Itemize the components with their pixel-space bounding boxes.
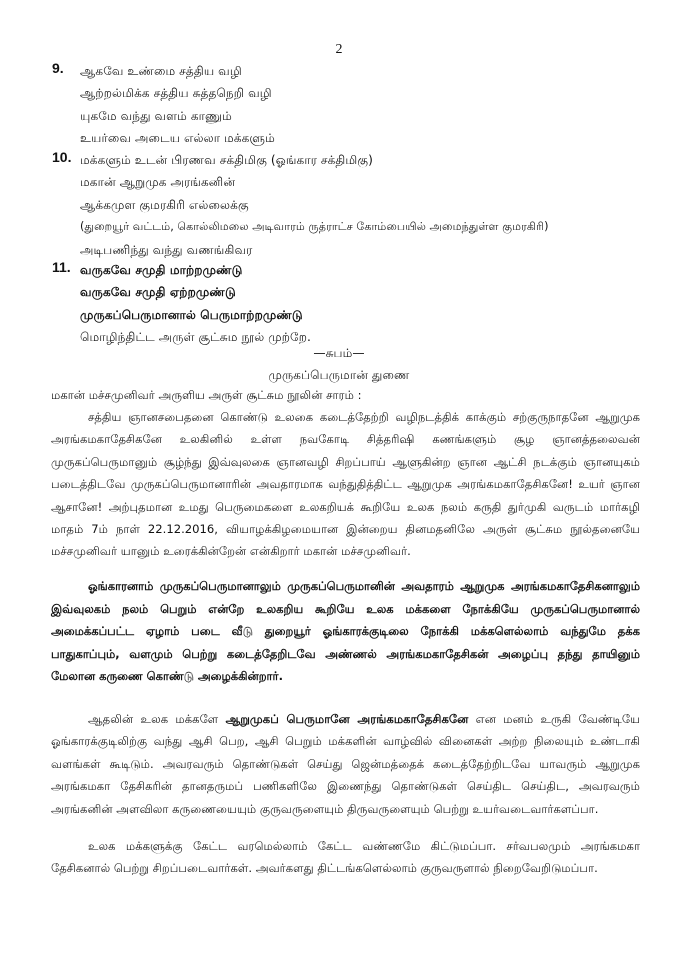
verse-number: 10. [52, 149, 72, 165]
verse-line: உயர்வை அடைய எல்லா மக்களும் [80, 131, 275, 146]
verse-line: (துறையூர் வட்டம், கொல்லிமலை அடிவாரம் ருத்ராட்ச கோம்பையில் அமைந்துள்ள குமரகிரி) [80, 220, 549, 234]
paragraph-1: சத்திய ஞானசபைதனை கொண்டு உலகை கடைத்தேற்றி வழிநடத்திக் காக்கும் சற்குருநாதனே ஆறுமுக அரங்கமகாதேசிகனே உலகினில் உள்ள நவகோடி சித்தரிஷி கணங்களும் சூழ ஞானத்தலைவன் முருகப்பெருமானும் சூழ்ந்து இவ்வுலகை ஞானவழி சிறப்பாய் ஆளுகின்ற ஞான ஆட்சி நடக்கும் ஞானயுகம் படைத்திடவே முருகப்பெருமானாரின் அவதாரமாக வந்துதித்திட்ட ஆறுமுக அரங்கமகாதேசிகனே! உயர் ஞான ஆசானே! அற்புதமான உமது பெருமைகளை உலகறியக் கூறியே உலக நலம் கருதி துர்முகி வருடம் மார்கழி மாதம் 7ம் நாள் 22.12.2016, வியாழக்கிழமையான இன்றைய தினமதனிலே அருள் சூட்சும நூல்தனையே மச்சமுனிவர் யானும் உரைக்கின்றேன் என்கிறார் மகான் மச்சமுனிவர். [51, 410, 640, 559]
verse-line: வருகவே சமுதி ஏற்றமுண்டு [80, 285, 236, 300]
verse-line: ஆகவே உண்மை சத்திய வழி [80, 64, 242, 78]
paragraph-3-rest: என மனம் உருகி வேண்டியே ஓங்காரக்குடிலிற்கு வந்து ஆசி பெற, ஆசி பெறும் மக்களின் வாழ்வில் வினைகள் அற்ற நிலையும் உண்டாகி வளங்கள் கூடிடும். அவரவரும் தொண்டுகள் செய்து ஜென்மத்தைக் கடைத்தேற்றிடவே யாவரும் ஆறுமுக அரங்கமகா தேசிகரின் தானதருமப் பணிகளிலே இணைந்து தொண்டுகள் செய்திட செய்திட, அவரவரும் அரங்கனின் அளவிலா கருணையையும் குருவருளையும் திருவருளையும் பெற்று உயர்வடைவார்களப்பா. [51, 712, 640, 816]
verse-line: யுகமே வந்து வளம் காணும் [80, 108, 232, 123]
page-number: 2 [335, 42, 343, 57]
intro-line: மகான் மச்சமுனிவர் அருளிய அருள் சூட்சும நூலின் சாரம் : [51, 388, 362, 402]
verse-line: மகான் ஆறுமுக அரங்கனின் [80, 175, 236, 190]
paragraph-3-emphasis: ஆறுமுகப் பெருமானே அரங்கமகாதேசிகனே [225, 712, 469, 726]
blessing-heading: முருகப்பெருமான் துணை [268, 368, 410, 382]
paragraph-3 [51, 708, 640, 820]
paragraph-4: உலக மக்களுக்கு கேட்ட வரமெல்லாம் கேட்ட வண்ணமே கிட்டுமப்பா. சர்வபலமும் அரங்கமகா தேசிகனால் பெற்று சிறப்படைவார்கள். அவர்களது திட்டங்களெல்லாம் குருவருளால் நிறைவேறிடுமப்பா. [51, 839, 640, 876]
verse-line: ஆற்றல்மிக்க சத்திய சுத்தநெறி வழி [80, 86, 272, 101]
paragraph-3-lead: ஆதலின் உலக மக்களே [88, 712, 226, 726]
verse-number: 9. [52, 60, 64, 76]
verse-number: 11. [52, 259, 71, 275]
verse-line: ஆக்கமுள குமரகிரி எல்லைக்கு [80, 197, 249, 212]
verse-line: வருகவே சமுதி மாற்றமுண்டு [80, 263, 243, 277]
verse-line: அடிபணிந்து வந்து வணங்கிவர [80, 242, 253, 257]
paragraph-2: ஓங்காரனாம் முருகப்பெருமானாலும் முருகப்பெருமானின் அவதாரம் ஆறுமுக அரங்கமகாதேசிகனாலும் இவ்வுலகம் நலம் பெறும் என்றே உலகறிய கூறியே உலக மக்களை நோக்கியே முருகப்பெருமானால் அமைக்கப்பட்ட ஏழாம் படை வீடு துறையூர் ஓங்காரக்குடிலை நோக்கி மக்களெல்லாம் வந்துமே தக்க பாதுகாப்பும், வளமும் பெற்று கடைத்தேறிடவே அண்ணல் அரங்கமகாதேசிகன் அழைப்பு தந்து தாயினும் மேலான கருணை கொண்டு அழைக்கின்றார். [51, 579, 640, 684]
verse-line: மக்களும் உடன் பிரணவ சக்திமிகு (ஓங்கார சக்திமிகு) [80, 153, 373, 167]
verse-line: மொழிந்திட்ட அருள் சூட்சும நூல் முற்றே. [80, 330, 311, 345]
verse-line: முருகப்பெருமானால் பெருமாற்றமுண்டு [80, 307, 303, 322]
subam-divider: —சுபம்— [313, 346, 365, 360]
